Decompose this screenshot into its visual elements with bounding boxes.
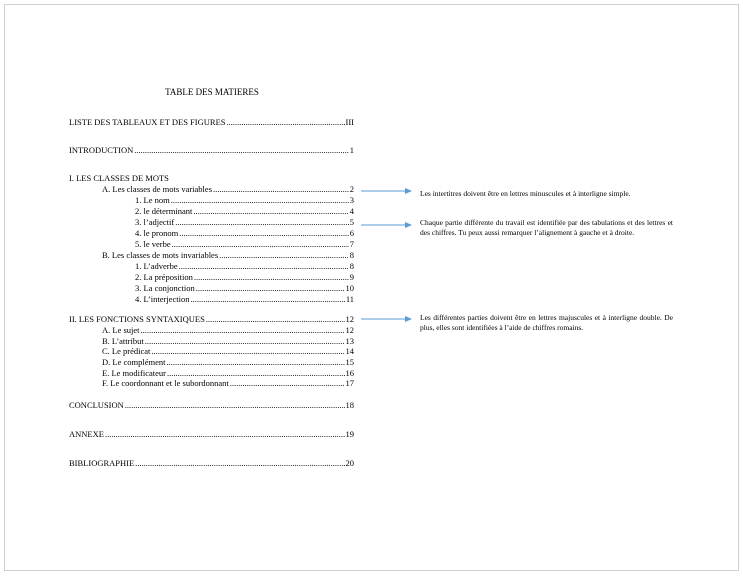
toc-entry: B. L’attribut ..... 13 (102, 336, 354, 346)
toc-entry: CONCLUSION ..... 18 (69, 400, 354, 410)
toc-entry: F. Le coordonnant et le subordonnant ..... 17 (102, 378, 354, 388)
toc-entry: ANNEXE ..... 19 (69, 429, 354, 439)
toc-entry: E. Le modificateur ..... 16 (102, 368, 354, 378)
annotation-note: Les différentes parties doivent être en lettres majuscules et à interligne double. De plus, elles sont identifiées à l’aide de chiffres romains. (420, 313, 673, 332)
toc-entry: 3. l’adjectif ..... 5 (135, 217, 354, 227)
toc-entry: A. Les classes de mots variables ..... 2 (102, 184, 354, 194)
toc-entry: 1. L’adverbe ..... 8 (135, 261, 354, 271)
toc-entry: II. LES FONCTIONS SYNTAXIQUES ..... 12 (69, 314, 354, 324)
annotation-note: Chaque partie différente du travail est identifiée par des tabulations et des lettres et des chiffres. Tu peux aussi remarquer l’alignement à gauche et à droite. (420, 218, 673, 237)
annotation-note: Les intertitres doivent être en lettres minuscules et à interligne simple. (420, 189, 631, 198)
toc-entry: A. Le sujet ..... 12 (102, 325, 354, 335)
toc-entry: B. Les classes de mots invariables ..... 8 (102, 250, 354, 260)
toc-entry: LISTE DES TABLEAUX ET DES FIGURES ..... III (69, 117, 354, 127)
toc-entry: D. Le complément ..... 15 (102, 357, 354, 367)
toc-entry: 2. le déterminant ..... 4 (135, 206, 354, 216)
toc-entry: 4. le pronom ..... 6 (135, 228, 354, 238)
toc-entry: 2. La préposition ..... 9 (135, 272, 354, 282)
toc-entry: INTRODUCTION ..... 1 (69, 145, 354, 155)
toc-entry: 5. le verbe ..... 7 (135, 239, 354, 249)
toc-entry: 4. L’interjection ..... 11 (135, 294, 354, 304)
toc-entry: BIBLIOGRAPHIE ..... 20 (69, 458, 354, 468)
toc-entry: 3. La conjonction ..... 10 (135, 283, 354, 293)
toc-entry: 1. Le nom ..... 3 (135, 195, 354, 205)
toc-section-heading: I. LES CLASSES DE MOTS (69, 173, 169, 183)
page-title: TABLE DES MATIERES (165, 87, 259, 97)
toc-entry: C. Le prédicat ..... 14 (102, 346, 354, 356)
